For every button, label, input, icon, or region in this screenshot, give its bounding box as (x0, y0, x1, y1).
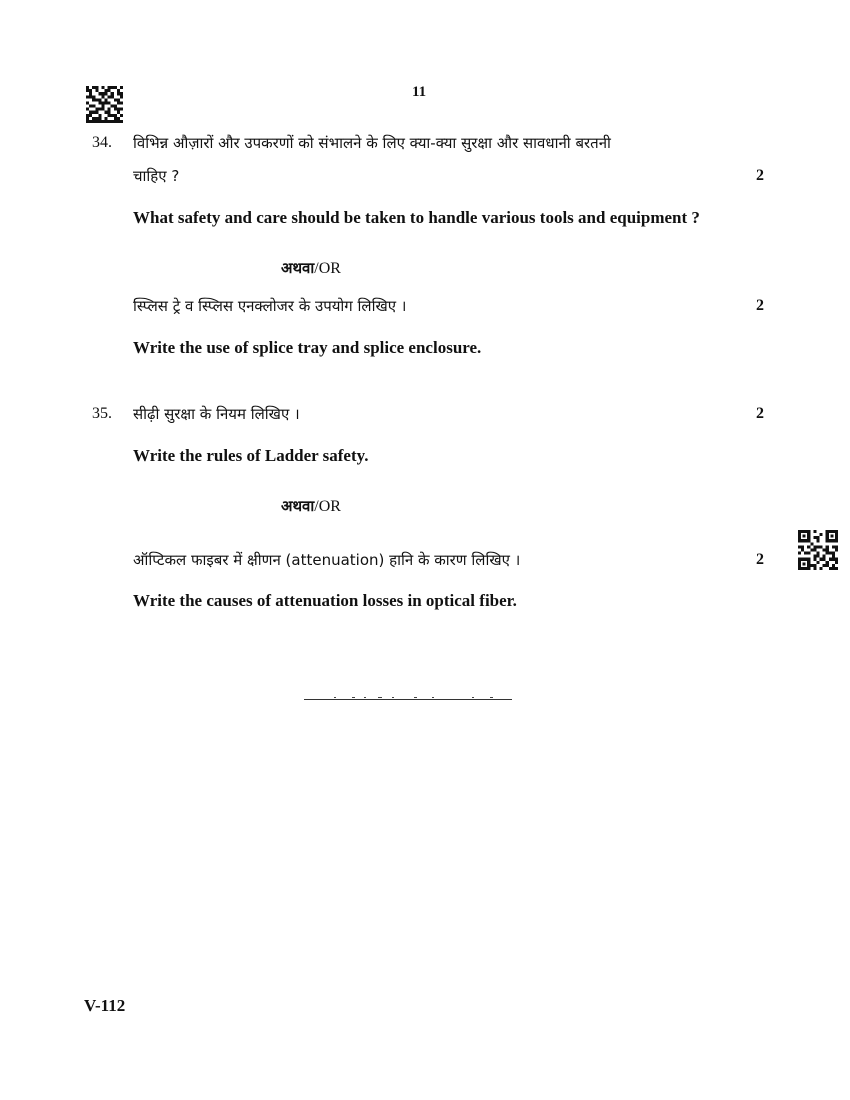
question-hindi-text: सीढ़ी सुरक्षा के नियम लिखिए । (133, 405, 300, 423)
alternative-question-marks: 2 (756, 551, 764, 568)
alternative-question-hindi: स्प्लिस ट्रे व स्प्लिस एनक्लोजर के उपयोग लिखिए । (133, 297, 407, 315)
alternative-question-marks: 2 (756, 297, 764, 314)
question-number: 35. (92, 405, 112, 422)
or-hindi: अथवा (281, 259, 315, 277)
or-english: /OR (314, 498, 341, 515)
alternative-question-english: Write the use of splice tray and splice enclosure. (133, 338, 482, 357)
or-english: /OR (314, 260, 341, 277)
question-marks: 2 (756, 167, 764, 184)
or-divider (281, 258, 341, 278)
qr-code-icon (798, 530, 838, 570)
question-hindi-text-continued: चाहिए ? (133, 167, 180, 185)
or-divider (281, 496, 341, 516)
question-hindi-text: विभिन्न औज़ारों और उपकरणों को संभालने के लिए क्या-क्या सुरक्षा और सावधानी बरतनी (133, 134, 611, 152)
alternative-question-english: Write the causes of attenuation losses in optical fiber. (133, 591, 517, 610)
question-number: 34. (92, 134, 112, 151)
page-number: 11 (412, 84, 427, 100)
end-rule-marks (304, 697, 512, 700)
qr-code-icon (86, 86, 123, 123)
paper-code: V-112 (84, 996, 126, 1015)
alternative-question-hindi: ऑप्टिकल फाइबर में क्षीणन (attenuation) हानि के कारण लिखिए । (133, 551, 521, 569)
or-hindi: अथवा (281, 497, 315, 515)
question-marks: 2 (756, 405, 764, 422)
question-english-text: What safety and care should be taken to handle various tools and equipment ? (133, 208, 700, 227)
question-english-text: Write the rules of Ladder safety. (133, 446, 369, 465)
